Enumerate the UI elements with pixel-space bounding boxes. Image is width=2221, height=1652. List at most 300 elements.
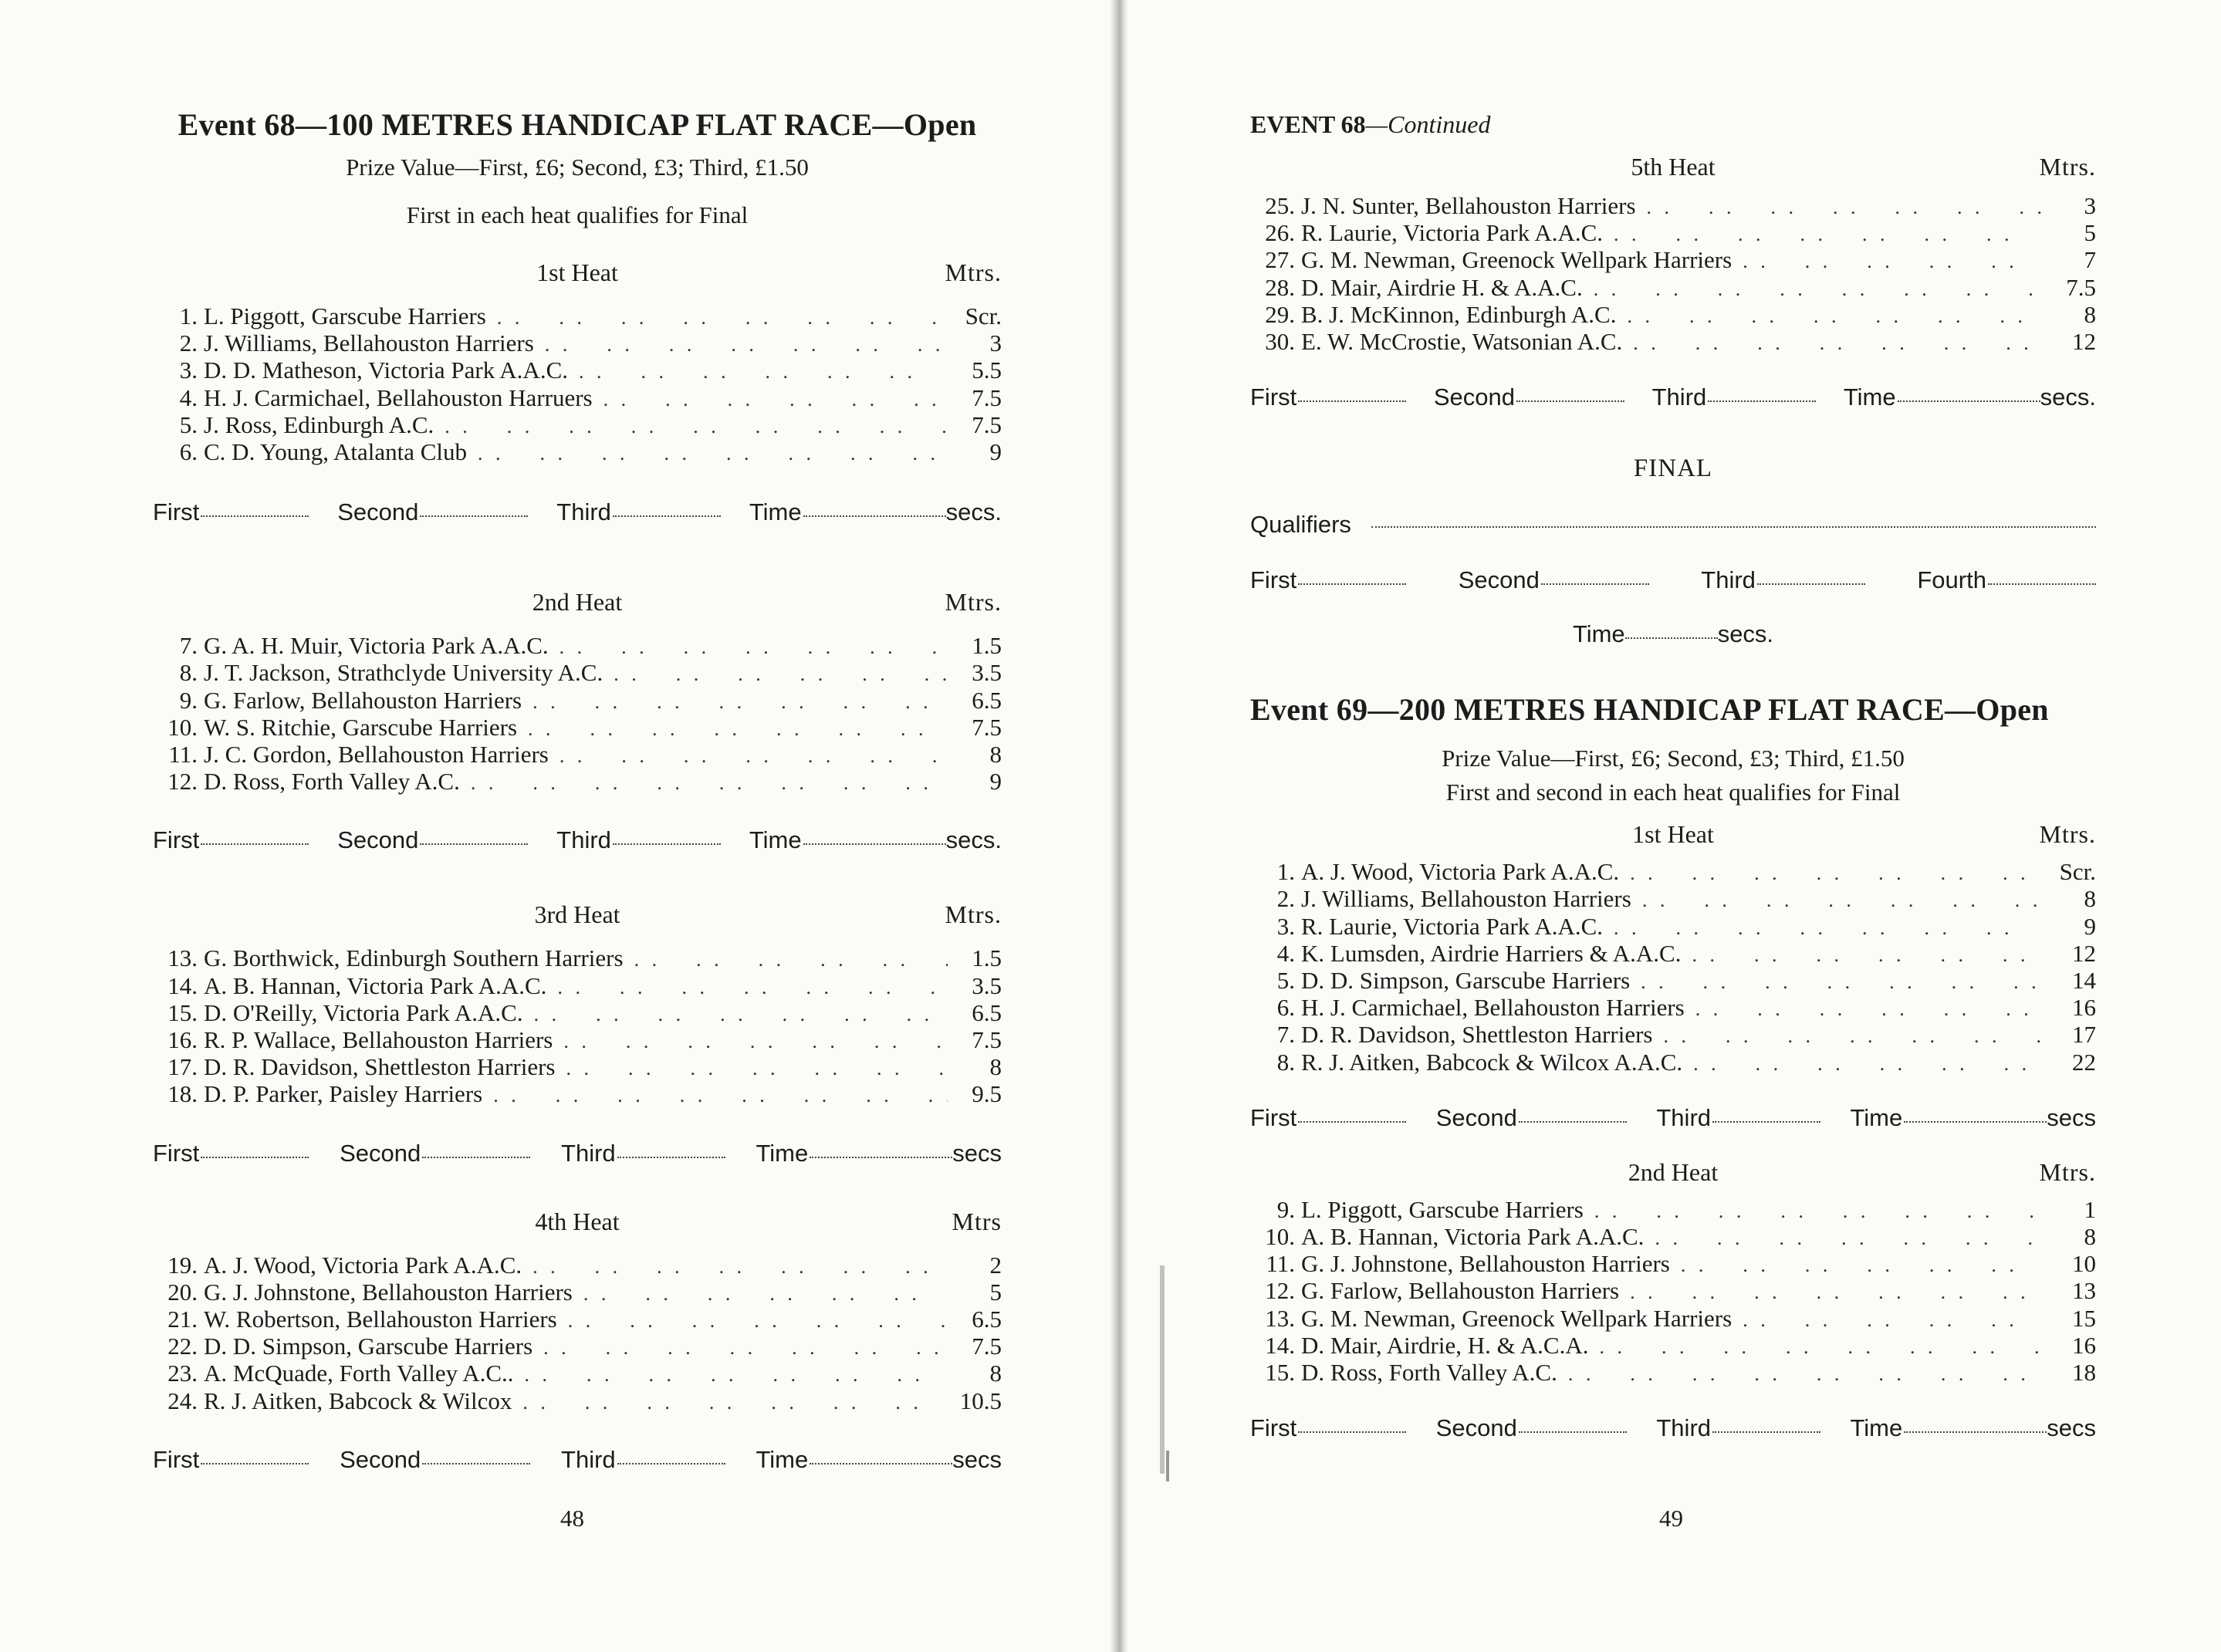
entry-row	[153, 945, 1002, 972]
dot-leader	[1652, 1023, 2042, 1049]
entry-row	[153, 1054, 1002, 1081]
result-first-slot[interactable]	[1250, 1104, 1406, 1132]
entry-row	[1250, 302, 2096, 329]
result-third-slot[interactable]	[1656, 1414, 1820, 1442]
entry-name: J. Williams, Bellahouston Harriers	[204, 329, 534, 357]
final-fourth-slot[interactable]	[1917, 566, 2096, 594]
entry-handicap: 9	[989, 438, 1002, 466]
entry-handicap: 7	[2084, 246, 2096, 274]
event-68-title: Event 68—100 METRES HANDICAP FLAT RACE—Open	[177, 107, 977, 142]
dot-leader	[546, 975, 948, 1000]
heat-block	[153, 1208, 1002, 1474]
entry-row	[1250, 193, 2096, 220]
dot-leader	[624, 947, 948, 972]
result-secs-label: secs.	[945, 826, 1002, 854]
entry-number: 25.	[1265, 192, 1295, 219]
dot-leader	[1644, 1225, 2042, 1251]
result-secs-label: secs	[952, 1139, 1002, 1167]
entry-name: G. Farlow, Bellahouston Harriers	[1301, 1277, 1620, 1305]
entry-number: 13.	[1265, 1304, 1295, 1332]
result-third-label: Third	[1656, 1103, 1712, 1131]
entry-number: 1.	[179, 302, 198, 329]
entry-row	[1250, 247, 2096, 274]
dot-leader	[1557, 1361, 2042, 1387]
entry-row	[153, 1000, 1002, 1027]
entry-number: 12.	[167, 768, 198, 796]
entry-handicap: 6.5	[972, 998, 1002, 1026]
result-secs-label: secs	[2047, 1414, 2096, 1442]
result-first-label: First	[153, 826, 200, 854]
heat-header	[153, 900, 1002, 931]
entry-row	[1250, 1306, 2096, 1333]
result-first-label: First	[1250, 1414, 1297, 1442]
dot-leader	[434, 414, 948, 439]
entry-name: D. D. Matheson, Victoria Park A.A.C.	[204, 356, 568, 384]
result-time-label: Time	[756, 1139, 809, 1167]
entry-handicap: 14	[2072, 967, 2096, 995]
result-first-slot[interactable]	[1250, 1414, 1406, 1442]
left-column	[153, 106, 1002, 1474]
entry-name: L. Piggott, Garscube Harriers	[1301, 1195, 1584, 1223]
dot-leader	[553, 1029, 948, 1054]
entry-name: G. J. Johnstone, Bellahouston Harriers	[204, 1278, 573, 1306]
dot-leader	[532, 1335, 948, 1360]
entry-name: R. P. Wallace, Bellahouston Harriers	[204, 1026, 553, 1054]
result-secs-label: secs	[952, 1445, 1002, 1473]
dot-leader	[557, 1308, 948, 1333]
final-fourth-label: Fourth	[1917, 566, 1986, 594]
entry-number: 7.	[179, 632, 198, 660]
entry-name: A. B. Hannan, Victoria Park A.A.C.	[1301, 1223, 1645, 1251]
entry-row	[153, 687, 1002, 715]
dot-leader	[1619, 860, 2042, 886]
entry-number: 14.	[1265, 1331, 1295, 1359]
result-second-slot[interactable]	[1434, 383, 1624, 411]
result-third-slot[interactable]	[1656, 1104, 1820, 1132]
heat-title: 4th Heat	[535, 1207, 620, 1235]
entry-handicap: 16	[2072, 994, 2096, 1022]
heat-unit: Mtrs.	[2039, 1157, 2096, 1186]
entry-number: 8.	[179, 659, 198, 687]
entry-name: J. C. Gordon, Bellahouston Harriers	[204, 741, 549, 769]
entry-name: C. D. Young, Atalanta Club	[204, 438, 468, 466]
entry-number: 6.	[179, 438, 198, 466]
result-time-slot[interactable]	[749, 826, 1002, 854]
result-second-label: Second	[340, 1445, 421, 1473]
heat-header	[1250, 153, 2096, 184]
entry-name: J. Williams, Bellahouston Harriers	[1301, 885, 1631, 913]
entry-name: G. M. Newman, Greenock Wellpark Harriers	[1301, 246, 1733, 274]
result-time-slot[interactable]	[1844, 383, 2096, 411]
result-second-slot[interactable]	[1436, 1104, 1627, 1132]
final-first-slot[interactable]	[1250, 566, 1406, 594]
result-second-slot[interactable]	[1436, 1414, 1627, 1442]
result-time-slot[interactable]	[756, 1140, 1002, 1167]
final-time-label: Time	[1572, 620, 1625, 648]
dot-leader	[534, 332, 948, 357]
result-second-slot[interactable]	[340, 1140, 530, 1167]
entry-name: B. J. McKinnon, Edinburgh A.C.	[1301, 300, 1617, 328]
entry-handicap: 1	[2084, 1195, 2096, 1223]
entry-name: A. McQuade, Forth Valley A.C..	[204, 1360, 514, 1387]
result-first-slot[interactable]	[153, 498, 309, 526]
entry-name: D. O'Reilly, Victoria Park A.A.C.	[204, 998, 523, 1026]
entry-name: H. J. Carmichael, Bellahouston Harruers	[204, 383, 593, 411]
heat-title: 1st Heat	[1632, 820, 1714, 849]
entry-number: 15.	[1265, 1359, 1295, 1387]
entry-handicap: 9	[989, 768, 1002, 796]
entry-handicap: 8	[2084, 885, 2096, 913]
entry-name: A. B. Hannan, Victoria Park A.A.C.	[204, 971, 547, 999]
entry-number: 5.	[1276, 967, 1295, 995]
qualifiers-line[interactable]	[1371, 526, 2096, 528]
heat-unit: Mtrs.	[945, 258, 1002, 286]
entry-row	[1250, 275, 2096, 302]
heat-block	[1250, 153, 2096, 411]
entry-number: 10.	[1265, 1223, 1295, 1251]
event-69-qualification: First and second in each heat qualifies for Final	[1445, 779, 1901, 806]
entry-handicap: 13	[2072, 1277, 2096, 1305]
entry-handicap: 22	[2072, 1048, 2096, 1076]
final-second-slot[interactable]	[1459, 566, 1649, 594]
dot-leader	[1732, 248, 2042, 274]
entry-number: 8.	[1276, 1048, 1295, 1076]
entry-row	[1250, 1224, 2096, 1251]
entry-row	[1250, 859, 2096, 886]
dot-leader	[1732, 1307, 2042, 1333]
entry-number: 9.	[179, 686, 198, 714]
entry-handicap: 7.5	[972, 1026, 1002, 1054]
dot-leader	[1630, 969, 2042, 995]
final-third-label: Third	[1701, 566, 1756, 594]
entry-handicap: 1.5	[972, 944, 1002, 972]
entry-handicap: 9	[2084, 912, 2096, 940]
dot-leader	[593, 387, 948, 412]
entry-handicap: 6.5	[972, 686, 1002, 714]
entry-name: D. D. Simpson, Garscube Harriers	[204, 1333, 533, 1360]
results-row	[153, 826, 1002, 854]
result-second-slot[interactable]	[337, 498, 528, 526]
result-third-label: Third	[561, 1445, 616, 1473]
entry-name: W. Robertson, Bellahouston Harriers	[204, 1306, 557, 1333]
entry-handicap: 7.5	[972, 713, 1002, 741]
result-second-label: Second	[337, 498, 419, 526]
result-time-slot[interactable]	[756, 1446, 1002, 1474]
entry-number: 12.	[1265, 1277, 1295, 1305]
scan-mark	[1166, 1451, 1169, 1481]
entry-name: H. J. Carmichael, Bellahouston Harriers	[1301, 994, 1685, 1022]
entry-handicap: 7.5	[2066, 273, 2096, 301]
result-second-label: Second	[337, 826, 419, 854]
entry-row	[1250, 1049, 2096, 1076]
result-first-label: First	[153, 498, 200, 526]
final-results-row	[1250, 566, 2096, 594]
entry-number: 11.	[168, 741, 198, 769]
result-second-label: Second	[1433, 383, 1516, 411]
dot-leader	[522, 689, 948, 715]
dot-leader	[486, 305, 948, 330]
page-number-left: 48	[560, 1505, 584, 1532]
entry-row	[1250, 995, 2096, 1022]
entry-handicap: 7.5	[972, 410, 1002, 438]
heat-unit: Mtrs.	[945, 588, 1002, 617]
result-third-slot[interactable]	[561, 1140, 725, 1167]
result-time-label: Time	[749, 826, 802, 854]
final-secs-label: secs.	[1717, 620, 1774, 648]
entry-list	[1250, 1197, 2096, 1387]
entry-name: D. Ross, Forth Valley A.C.	[1301, 1359, 1557, 1387]
entry-name: K. Lumsden, Airdrie Harriers & A.A.C.	[1301, 939, 1682, 967]
heat-title: 2nd Heat	[1628, 1157, 1719, 1186]
entry-row	[153, 1360, 1002, 1387]
entry-row	[153, 1081, 1002, 1108]
entry-name: J. Ross, Edinburgh A.C.	[204, 410, 434, 438]
entry-handicap: 3	[2084, 192, 2096, 219]
dot-leader	[1603, 221, 2042, 247]
result-second-label: Second	[1435, 1103, 1517, 1131]
heat-block	[1250, 1158, 2096, 1442]
entry-name: R. J. Aitken, Babcock & Wilcox	[204, 1387, 512, 1414]
heat-header	[1250, 1158, 2096, 1189]
result-third-slot[interactable]	[561, 1446, 725, 1474]
entry-handicap: 5	[989, 1278, 1002, 1306]
entry-number: 18.	[167, 1080, 198, 1108]
entry-row	[1250, 1360, 2096, 1387]
heat-unit: Mtrs.	[945, 900, 1002, 929]
entry-name: R. J. Aitken, Babcock & Wilcox A.A.C.	[1301, 1048, 1683, 1076]
entry-handicap: 8	[989, 1053, 1002, 1081]
entry-number: 26.	[1265, 219, 1295, 247]
entry-name: G. M. Newman, Greenock Wellpark Harriers	[1301, 1304, 1733, 1332]
result-first-label: First	[153, 1445, 200, 1473]
result-third-label: Third	[1651, 383, 1707, 411]
entry-number: 17.	[167, 1053, 198, 1081]
entry-number: 4.	[179, 383, 198, 411]
right-column	[1250, 110, 2096, 1442]
entry-row	[153, 1252, 1002, 1279]
entry-number: 15.	[167, 998, 198, 1026]
page-number-right: 49	[1659, 1505, 1683, 1532]
result-first-slot[interactable]	[153, 1446, 309, 1474]
dot-leader	[1616, 303, 2042, 329]
result-time-label: Time	[756, 1445, 809, 1473]
final-qualifiers	[1250, 511, 2096, 539]
entry-name: D. R. Davidson, Shettleston Harriers	[1301, 1021, 1653, 1049]
heat-unit: Mtrs.	[2039, 153, 2096, 181]
entry-name: D. P. Parker, Paisley Harriers	[204, 1080, 483, 1108]
entry-number: 14.	[167, 971, 198, 999]
entry-name: G. Borthwick, Edinburgh Southern Harriers	[204, 944, 624, 972]
result-time-slot[interactable]	[1851, 1104, 2097, 1132]
entry-row	[1250, 1333, 2096, 1360]
entry-number: 28.	[1265, 273, 1295, 301]
entry-number: 13.	[167, 944, 198, 972]
entry-name: E. W. McCrostie, Watsonian A.C.	[1301, 328, 1623, 356]
continued-heading	[1250, 110, 2096, 139]
entry-number: 6.	[1276, 994, 1295, 1022]
result-first-label: First	[153, 1139, 200, 1167]
dot-leader	[512, 1390, 948, 1415]
entry-row	[1250, 941, 2096, 968]
entry-list	[153, 303, 1002, 466]
entry-handicap: 12	[2072, 939, 2096, 967]
heat-block	[153, 588, 1002, 854]
entry-row	[153, 1388, 1002, 1415]
dot-leader	[573, 1281, 948, 1306]
dot-leader	[1631, 887, 2042, 913]
heat-header	[153, 588, 1002, 619]
result-third-slot[interactable]	[556, 498, 721, 526]
result-second-slot[interactable]	[337, 826, 528, 854]
entry-number: 16.	[167, 1026, 198, 1054]
entry-list	[1250, 859, 2096, 1076]
entry-handicap: 7.5	[972, 1333, 1002, 1360]
entry-number: 22.	[167, 1333, 198, 1360]
entry-handicap: 3.5	[972, 971, 1002, 999]
entry-handicap: 8	[2084, 300, 2096, 328]
entry-name: D. Mair, Airdrie, H. & A.C.A.	[1301, 1331, 1589, 1359]
heat-block	[1250, 820, 2096, 1132]
result-secs-label: secs.	[2040, 383, 2096, 411]
entry-row	[153, 1306, 1002, 1333]
entry-handicap: 9.5	[972, 1080, 1002, 1108]
entry-list	[153, 633, 1002, 796]
entry-number: 2.	[1276, 885, 1295, 913]
entry-row	[153, 412, 1002, 439]
entry-name: G. Farlow, Bellahouston Harriers	[204, 686, 522, 714]
entry-list	[1250, 193, 2096, 356]
entry-number: 21.	[167, 1306, 198, 1333]
entry-handicap: 7.5	[972, 383, 1002, 411]
event-68-prize: Prize Value—First, £6; Second, £3; Third, £1.50	[346, 154, 809, 181]
entry-handicap: 8	[2084, 1223, 2096, 1251]
entry-name: A. J. Wood, Victoria Park A.A.C.	[204, 1251, 522, 1279]
entry-number: 1.	[1276, 858, 1295, 886]
result-third-slot[interactable]	[1652, 383, 1817, 411]
result-first-slot[interactable]	[1250, 383, 1406, 411]
entry-row	[153, 439, 1002, 466]
results-row	[1250, 1104, 2096, 1132]
dot-leader	[555, 1056, 948, 1081]
entry-number: 23.	[167, 1360, 198, 1387]
event-68-qualification: First in each heat qualifies for Final	[406, 201, 749, 228]
entry-row	[1250, 914, 2096, 941]
entry-name: R. Laurie, Victoria Park A.A.C.	[1301, 912, 1604, 940]
result-third-label: Third	[1656, 1414, 1712, 1442]
dot-leader	[517, 716, 948, 742]
dot-leader	[1636, 194, 2042, 220]
entry-name: G. A. H. Muir, Victoria Park A.A.C.	[204, 632, 549, 660]
entry-number: 20.	[167, 1278, 198, 1306]
entry-row	[1250, 1251, 2096, 1278]
result-third-label: Third	[556, 498, 611, 526]
heat-title: 2nd Heat	[532, 588, 623, 617]
entry-name: G. J. Johnstone, Bellahouston Harriers	[1301, 1250, 1670, 1278]
continued-label: —Continued	[1365, 110, 1491, 138]
heat-unit: Mtrs.	[2039, 820, 2096, 849]
result-third-label: Third	[561, 1139, 616, 1167]
results-row	[153, 1446, 1002, 1474]
heat-block	[153, 258, 1002, 526]
dot-leader	[1681, 942, 2042, 968]
entry-name: D. Mair, Airdrie H. & A.A.C.	[1301, 273, 1583, 301]
dot-leader	[1588, 1334, 2042, 1360]
dot-leader	[1622, 330, 2042, 356]
entry-name: D. D. Simpson, Garscube Harriers	[1301, 967, 1631, 995]
result-first-label: First	[1250, 1103, 1297, 1131]
entry-handicap: 3.5	[972, 659, 1002, 687]
result-time-slot[interactable]	[1851, 1414, 2097, 1442]
heat-header	[153, 258, 1002, 289]
entry-name: J. N. Sunter, Bellahouston Harriers	[1301, 192, 1636, 219]
entry-number: 10.	[167, 713, 198, 741]
entry-handicap: 16	[2072, 1331, 2096, 1359]
dot-leader	[482, 1083, 948, 1108]
book-gutter	[1110, 0, 1128, 1652]
dot-leader	[1603, 915, 2042, 941]
results-row	[153, 498, 1002, 526]
result-time-slot[interactable]	[749, 498, 1002, 526]
entry-name: D. Ross, Forth Valley A.C.	[204, 768, 460, 796]
dot-leader	[460, 770, 948, 796]
result-time-label: Time	[1850, 1414, 1903, 1442]
continued-event: EVENT 68	[1250, 110, 1366, 138]
results-row	[1250, 1414, 2096, 1442]
entry-name: R. Laurie, Victoria Park A.A.C.	[1301, 219, 1604, 247]
entry-handicap: 2	[989, 1251, 1002, 1279]
result-first-slot[interactable]	[153, 1140, 309, 1167]
entry-handicap: 5	[2084, 219, 2096, 247]
event-69-prize: Prize Value—First, £6; Second, £3; Third, £1.50	[1442, 745, 1905, 772]
result-second-label: Second	[340, 1139, 421, 1167]
entry-row	[1250, 1197, 2096, 1224]
result-time-label: Time	[749, 498, 802, 526]
result-third-slot[interactable]	[556, 826, 721, 854]
final-third-slot[interactable]	[1701, 566, 1865, 594]
entry-handicap: 17	[2072, 1021, 2096, 1049]
entry-name: J. T. Jackson, Strathclyde University A.C.	[204, 659, 603, 687]
result-first-slot[interactable]	[153, 826, 309, 854]
heat-title: 5th Heat	[1631, 153, 1716, 181]
result-secs-label: secs.	[945, 498, 1002, 526]
entry-row	[153, 330, 1002, 357]
dot-leader	[1682, 1051, 2042, 1076]
entry-row	[153, 660, 1002, 687]
entry-row	[153, 769, 1002, 796]
entry-number: 19.	[167, 1251, 198, 1279]
entry-number: 29.	[1265, 300, 1295, 328]
entry-number: 7.	[1276, 1021, 1295, 1049]
entry-number: 3.	[179, 356, 198, 384]
dot-leader	[1584, 1198, 2042, 1224]
entry-row	[153, 385, 1002, 412]
results-row	[1250, 383, 2096, 411]
result-third-label: Third	[556, 826, 611, 854]
heat-title: 1st Heat	[536, 258, 618, 286]
entry-name: D. R. Davidson, Shettleston Harriers	[204, 1053, 556, 1081]
entry-number: 3.	[1276, 912, 1295, 940]
final-time-slot[interactable]	[1250, 620, 2096, 648]
result-second-slot[interactable]	[340, 1446, 530, 1474]
entry-number: 5.	[179, 410, 198, 438]
final-title: FINAL	[1633, 454, 1713, 483]
entry-handicap: Scr.	[965, 302, 1002, 329]
result-time-label: Time	[1843, 383, 1896, 411]
result-time-label: Time	[1850, 1103, 1903, 1131]
entry-handicap: 5.5	[972, 356, 1002, 384]
entry-number: 24.	[167, 1387, 198, 1414]
entry-handicap: Scr.	[2059, 858, 2096, 886]
